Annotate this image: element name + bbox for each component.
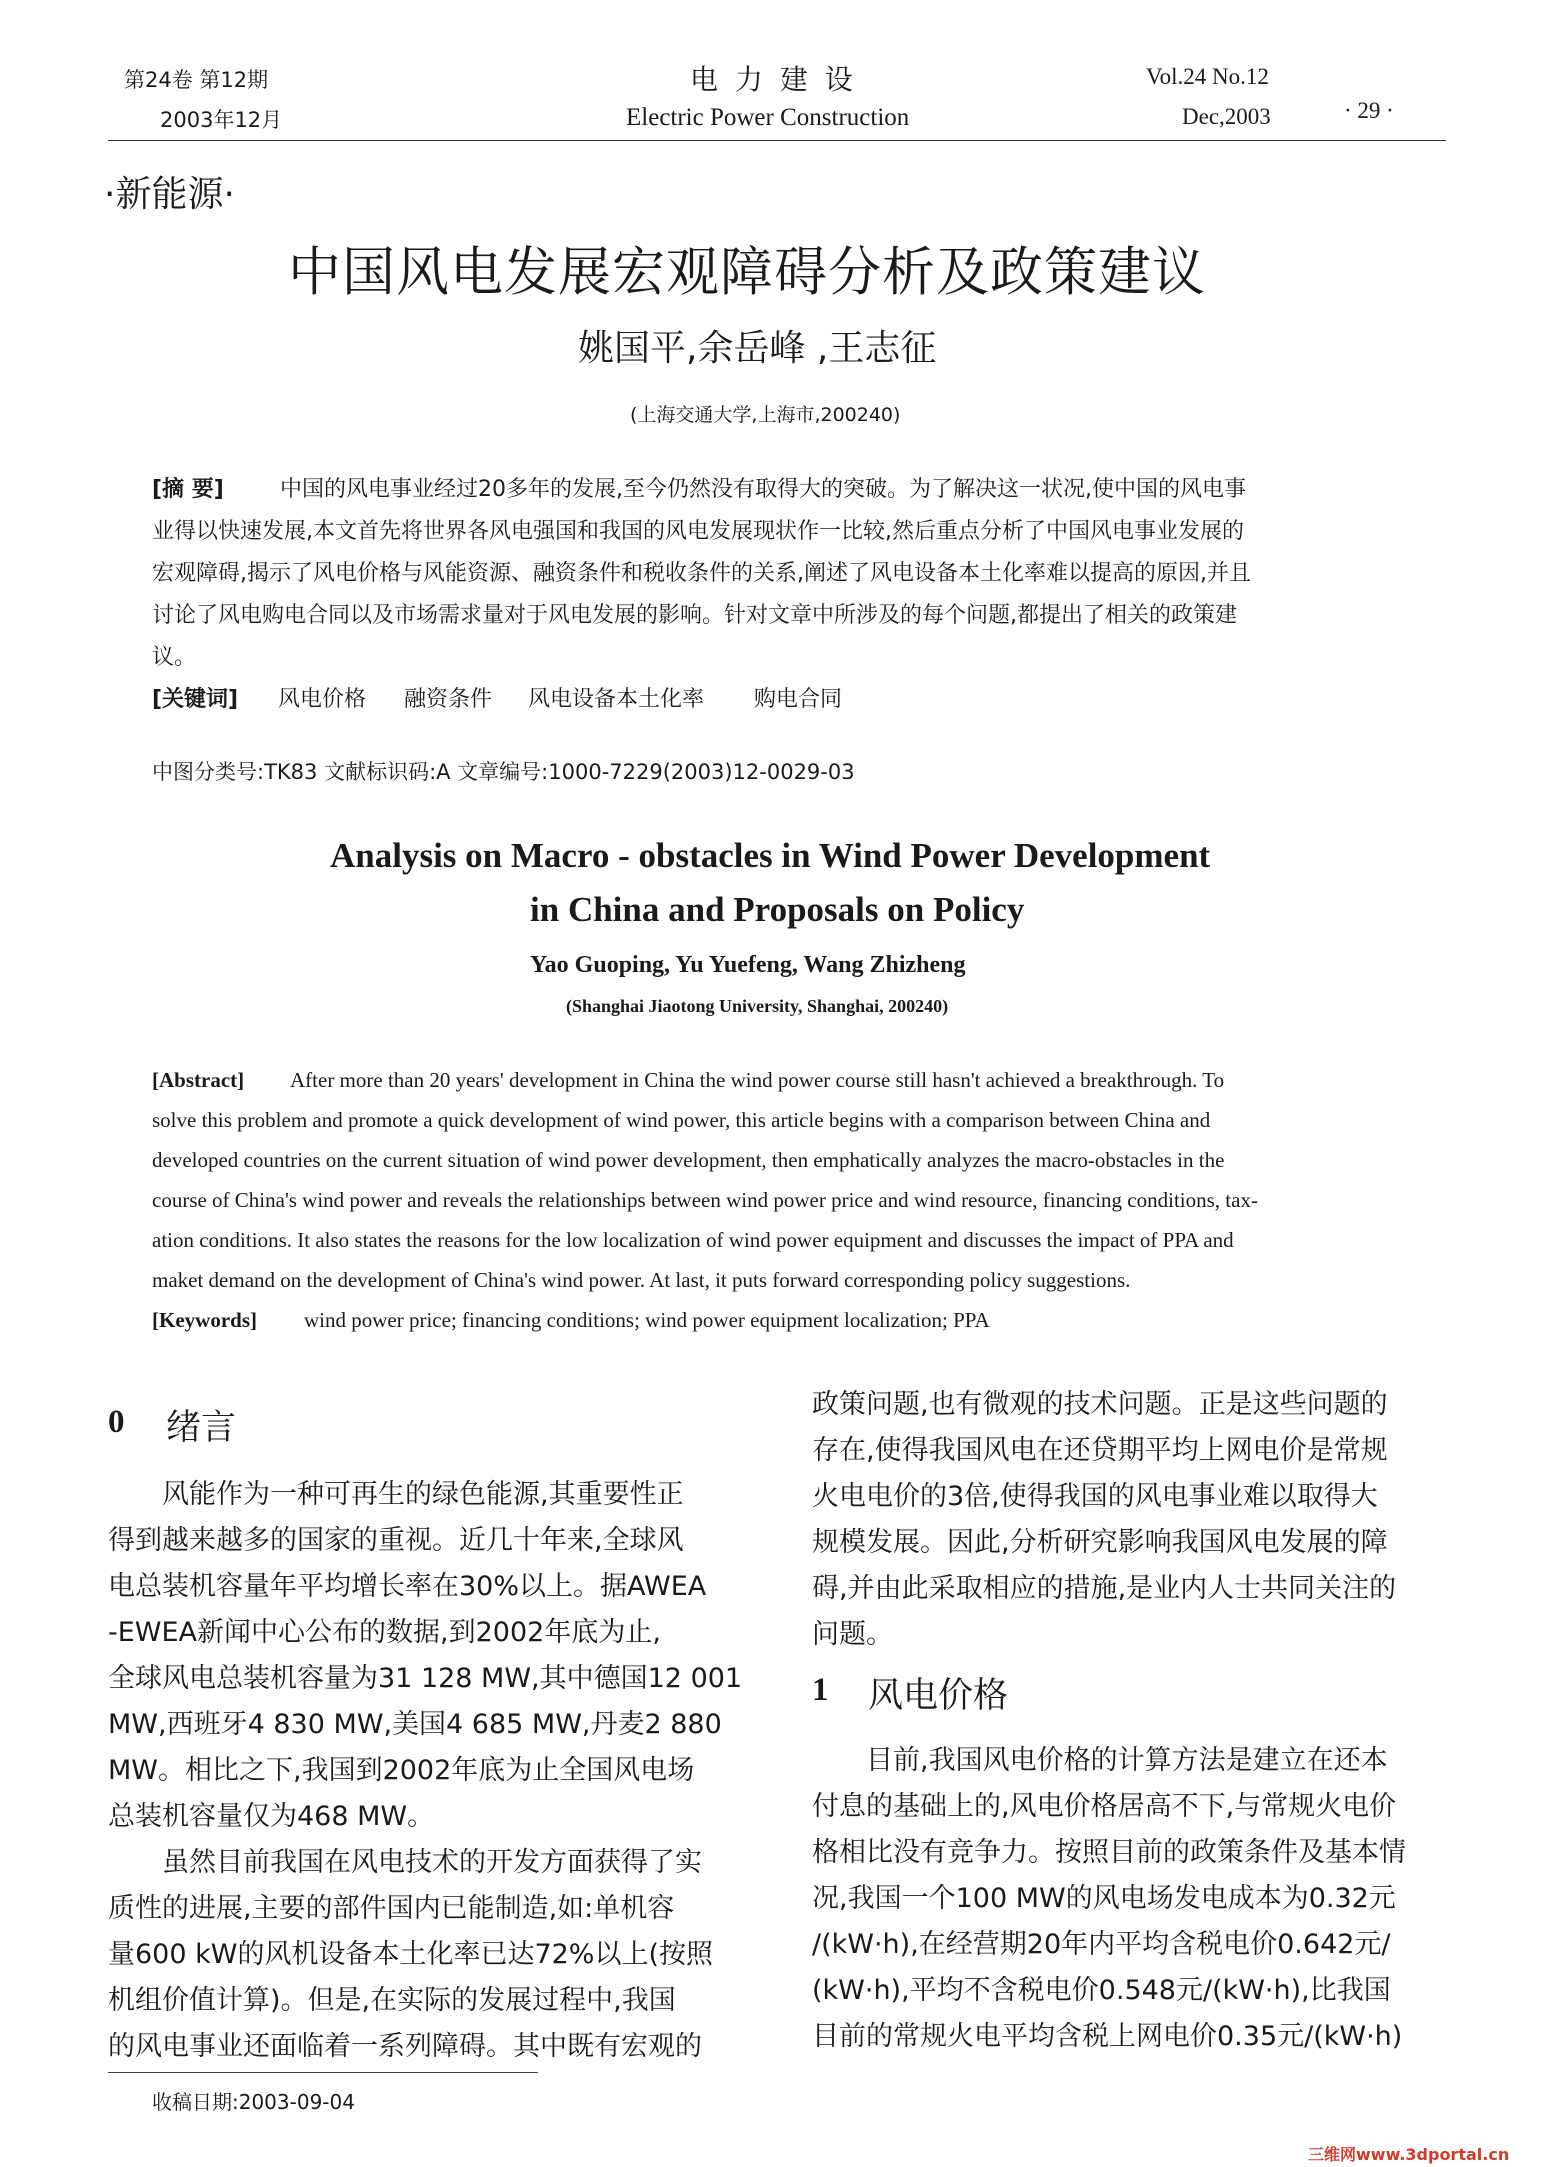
abstract-cn-line: 中国的风电事业经过20多年的发展,至今仍然没有取得大的突破。为了解决这一状况,使中国的风电事 — [280, 477, 1246, 502]
abstract-en-line: course of China's wind power and reveals the relationships between wind power price and wind resource, financing conditions, tax- — [152, 1188, 1258, 1212]
page-number: · 29 · — [1344, 98, 1394, 123]
keyword-cn: 风电价格 — [278, 687, 367, 712]
s0-p1-line: 总装机容量仅为468 MW。 — [108, 1801, 435, 1832]
s0-p2-cont-line: 规模发展。因此,分析研究影响我国风电发展的障 — [812, 1527, 1388, 1558]
authors-cn: 姚国平,余岳峰 ,王志征 — [578, 328, 937, 369]
classification-line: 中图分类号:TK83 文献标识码:A 文章编号:1000-7229(2003)12-0029-03 — [152, 760, 855, 784]
watermark: 三维网www.3dportal.cn — [1308, 2145, 1510, 2164]
authors-en: Yao Guoping, Yu Yuefeng, Wang Zhizheng — [530, 952, 966, 978]
abstract-en-line: developed countries on the current situation of wind power development, then emphatically analyzes the macro-obstacles in the — [152, 1148, 1225, 1172]
keywords-en-label: [Keywords] — [152, 1308, 257, 1332]
affiliation-en: (Shanghai Jiaotong University, Shanghai, 200240) — [566, 996, 949, 1016]
keywords-cn-label: [关键词] — [152, 687, 239, 712]
s0-p1-line: 全球风电总装机容量为31 128 MW,其中德国12 001 — [108, 1663, 743, 1694]
s0-p2-line: 机组价值计算)。但是,在实际的发展过程中,我国 — [108, 1985, 676, 2016]
journal-title-en: Electric Power Construction — [626, 104, 910, 131]
header-volume-issue: 第24卷 第12期 — [124, 68, 269, 92]
paper-title-cn: 中国风电发展宏观障碍分析及政策建议 — [288, 242, 1206, 303]
s1-p1-line: /(kW·h),在经营期20年内平均含税电价0.642元/ — [812, 1929, 1391, 1960]
s0-p1-line: MW。相比之下,我国到2002年底为止全国风电场 — [108, 1755, 695, 1786]
s0-p2-line: 虽然目前我国在风电技术的开发方面获得了实 — [162, 1847, 702, 1878]
s1-p1-line: 目前的常规火电平均含税上网电价0.35元/(kW·h) — [812, 2021, 1403, 2052]
abstract-en-line: maket demand on the development of China's wind power. At last, it puts forward corresponding policy suggestions. — [152, 1268, 1131, 1292]
section-tag: ·新能源· — [104, 174, 235, 215]
s1-p1-line: 付息的基础上的,风电价格居高不下,与常规火电价 — [812, 1791, 1397, 1822]
footnote-rule — [108, 2072, 538, 2073]
section-1-number: 1 — [812, 1672, 829, 1708]
keywords-en-text: wind power price; financing conditions; wind power equipment localization; PPA — [304, 1308, 990, 1332]
abstract-en-label: [Abstract] — [152, 1068, 245, 1092]
paper-title-en-line2: in China and Proposals on Policy — [530, 890, 1025, 929]
s1-p1-line: (kW·h),平均不含税电价0.548元/(kW·h),比我国 — [812, 1975, 1391, 2006]
abstract-cn-label: [摘 要] — [152, 477, 224, 502]
received-date: 收稿日期:2003-09-04 — [152, 2090, 355, 2114]
s0-p1-line: MW,西班牙4 830 MW,美国4 685 MW,丹麦2 880 — [108, 1709, 722, 1740]
affiliation-cn: (上海交通大学,上海市,200240) — [630, 404, 901, 426]
s1-p1-line: 目前,我国风电价格的计算方法是建立在还本 — [866, 1745, 1388, 1776]
section-1-title: 风电价格 — [868, 1676, 1009, 1716]
keyword-cn: 融资条件 — [404, 687, 493, 712]
s0-p1-line: 电总装机容量年平均增长率在30%以上。据AWEA — [108, 1571, 707, 1602]
section-0-number: 0 — [108, 1404, 125, 1440]
s0-p2-cont-line: 问题。 — [812, 1619, 893, 1650]
s0-p2-line: 的风电事业还面临着一系列障碍。其中既有宏观的 — [108, 2031, 702, 2062]
s0-p2-cont-line: 火电电价的3倍,使得我国的风电事业难以取得大 — [812, 1481, 1378, 1512]
s0-p2-cont-line: 政策问题,也有微观的技术问题。正是这些问题的 — [812, 1389, 1388, 1420]
paper-title-en-line1: Analysis on Macro - obstacles in Wind Power Development — [330, 836, 1211, 875]
journal-title-cn: 电 力 建 设 — [690, 63, 857, 96]
header-rule — [108, 140, 1446, 141]
s0-p1-line: -EWEA新闻中心公布的数据,到2002年底为止, — [108, 1617, 661, 1648]
header-date: 2003年12月 — [160, 108, 283, 132]
abstract-cn-line: 议。 — [152, 645, 197, 670]
abstract-cn-line: 宏观障碍,揭示了风电价格与风能资源、融资条件和税收条件的关系,阐述了风电设备本土化率难以提高的原因,并且 — [152, 561, 1251, 586]
header-date-en: Dec,2003 — [1182, 104, 1271, 129]
header-vol-no-en: Vol.24 No.12 — [1146, 64, 1269, 89]
s1-p1-line: 况,我国一个100 MW的风电场发电成本为0.32元 — [812, 1883, 1396, 1914]
abstract-cn-line: 业得以快速发展,本文首先将世界各风电强国和我国的风电发展现状作一比较,然后重点分析了中国风电事业发展的 — [152, 519, 1244, 544]
keyword-cn: 风电设备本土化率 — [528, 687, 705, 712]
s0-p2-line: 质性的进展,主要的部件国内已能制造,如:单机容 — [108, 1893, 675, 1924]
s0-p1-line: 风能作为一种可再生的绿色能源,其重要性正 — [162, 1479, 684, 1510]
s1-p1-line: 格相比没有竞争力。按照目前的政策条件及基本情 — [812, 1837, 1406, 1868]
abstract-cn-line: 讨论了风电购电合同以及市场需求量对于风电发展的影响。针对文章中所涉及的每个问题,都提出了相关的政策建 — [152, 603, 1237, 628]
s0-p2-cont-line: 碍,并由此采取相应的措施,是业内人士共同关注的 — [812, 1573, 1397, 1604]
abstract-en-line: ation conditions. It also states the reasons for the low localization of wind power equipment and discusses the impact of PPA and — [152, 1228, 1234, 1252]
keyword-cn: 购电合同 — [754, 687, 843, 712]
section-0-title: 绪言 — [166, 1408, 237, 1448]
s0-p1-line: 得到越来越多的国家的重视。近几十年来,全球风 — [108, 1525, 684, 1556]
abstract-en-line: solve this problem and promote a quick development of wind power, this article begins with a comparison between China and — [152, 1108, 1211, 1132]
s0-p2-line: 量600 kW的风机设备本土化率已达72%以上(按照 — [108, 1939, 713, 1970]
s0-p2-cont-line: 存在,使得我国风电在还贷期平均上网电价是常规 — [812, 1435, 1388, 1466]
abstract-en-line: After more than 20 years' development in China the wind power course still hasn't achieved a breakthrough. To — [290, 1068, 1225, 1092]
